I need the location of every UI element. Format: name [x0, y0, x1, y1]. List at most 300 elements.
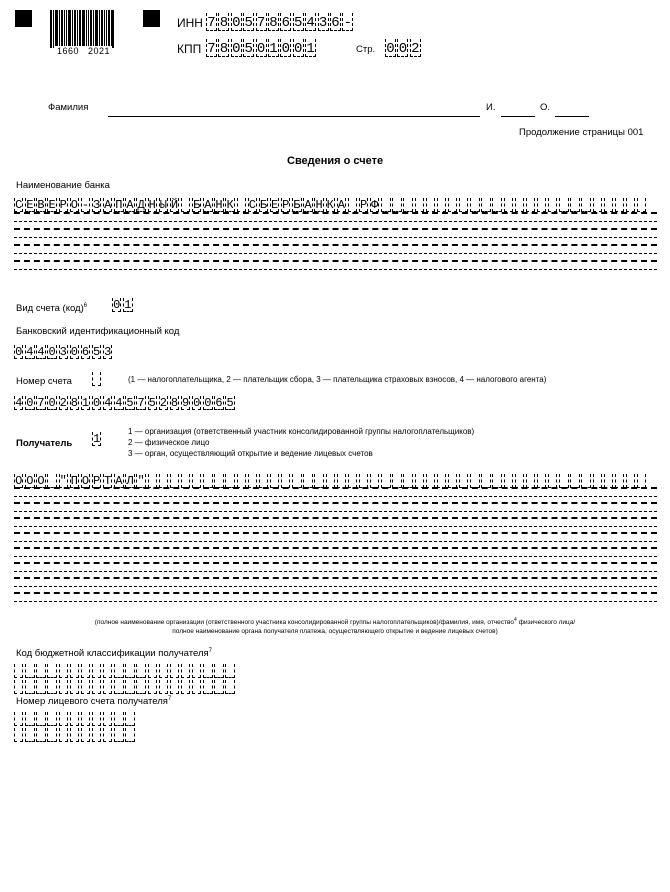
char-cell: [159, 664, 168, 678]
char-cell: 4: [15, 396, 23, 410]
char-cell: Ы: [159, 198, 167, 212]
char-cell: 0: [204, 396, 212, 410]
char-cell: [570, 474, 579, 488]
caption-footnote: 4: [514, 617, 517, 623]
char-cell: [403, 198, 412, 212]
char-cell: [337, 474, 346, 488]
blank-row: [14, 487, 657, 497]
kbk-label-text: Код бюджетной классификации получателя: [16, 648, 209, 660]
char-cell: [203, 664, 212, 678]
char-cell: [492, 474, 501, 488]
inn-label: ИНН: [177, 16, 203, 30]
char-cell: [581, 474, 590, 488]
char-cell: [25, 664, 34, 678]
char-cell: [14, 680, 23, 694]
inn-field[interactable]: [206, 13, 355, 31]
blank-row: [14, 592, 657, 602]
char-cell: [159, 474, 168, 488]
char-cell: [426, 474, 435, 488]
char-cell: [203, 680, 212, 694]
char-cell: [203, 474, 212, 488]
char-cell: Б: [293, 198, 301, 212]
char-cell: С: [15, 198, 23, 212]
caption-part-2: физического лица/: [516, 619, 576, 627]
char-cell: 0: [26, 396, 34, 410]
char-cell: 0: [256, 41, 266, 57]
char-cell: [181, 664, 190, 678]
recipient-options: [128, 426, 474, 459]
char-cell: [192, 474, 201, 488]
char-cell: 6: [81, 345, 90, 359]
account-type-label: [16, 303, 87, 314]
char-cell: 5: [148, 396, 156, 410]
char-cell: К: [326, 198, 334, 212]
blank-row: [14, 212, 657, 222]
char-cell: [81, 664, 90, 678]
char-cell: А: [104, 198, 112, 212]
initial-o-line[interactable]: [555, 104, 589, 117]
char-cell: Е: [26, 198, 34, 212]
char-cell: 5: [92, 345, 101, 359]
char-cell: 0: [398, 41, 408, 57]
char-cell: [81, 712, 90, 726]
cell-row: [14, 474, 648, 488]
char-cell: Р: [359, 198, 368, 212]
surname-label: Фамилия: [48, 102, 89, 113]
char-cell: 5: [244, 15, 253, 31]
char-cell: [92, 680, 101, 694]
char-cell: Й: [170, 198, 179, 212]
char-cell: [148, 474, 157, 488]
char-cell: [392, 474, 401, 488]
char-cell: 5: [126, 396, 134, 410]
char-cell: [25, 712, 34, 726]
char-cell: [470, 198, 479, 212]
char-cell: [92, 728, 101, 742]
personal-account-label: [16, 696, 171, 707]
char-cell: [25, 680, 34, 694]
bik-label: Банковский идентификационный код: [16, 326, 180, 337]
surname-line[interactable]: [108, 104, 480, 117]
personal-account-field[interactable]: [14, 712, 136, 742]
char-cell: 6: [281, 15, 291, 31]
cell-row: [14, 345, 114, 359]
account-type-footnote: 6: [83, 303, 88, 309]
char-cell: [14, 712, 23, 726]
char-cell: [504, 198, 513, 212]
char-cell: [225, 664, 234, 678]
char-cell: Р: [92, 474, 101, 488]
char-cell: 8: [219, 15, 229, 31]
char-cell: [615, 474, 624, 488]
blank-row: [14, 517, 657, 527]
account-number-field[interactable]: [14, 396, 237, 410]
char-cell: Е: [270, 198, 279, 212]
char-cell: 1: [124, 298, 132, 312]
char-cell: 4: [115, 396, 123, 410]
char-cell: А: [337, 198, 345, 212]
char-cell: 5: [226, 396, 234, 410]
char-cell: [314, 474, 323, 488]
char-cell: [481, 198, 490, 212]
char-cell: 4: [37, 345, 45, 359]
char-cell: [47, 728, 56, 742]
char-cell: ": [137, 474, 145, 488]
recipient-caption-line-1: [40, 616, 630, 627]
char-cell: [92, 372, 101, 386]
char-cell: [481, 474, 490, 488]
char-cell: [381, 198, 390, 212]
char-cell: П: [70, 474, 78, 488]
char-cell: А: [304, 198, 312, 212]
char-cell: [437, 474, 446, 488]
char-cell: [448, 198, 457, 212]
bank-name-field[interactable]: [14, 198, 648, 212]
char-cell: 0: [15, 345, 23, 359]
char-cell: [59, 664, 68, 678]
cell-row: [14, 198, 648, 212]
char-cell: Р: [282, 198, 290, 212]
char-cell: 0: [48, 396, 56, 410]
initial-o-label: О.: [540, 102, 551, 113]
char-cell: [626, 474, 635, 488]
char-cell: [103, 728, 112, 742]
char-cell: [92, 664, 101, 678]
char-cell: А: [115, 474, 123, 488]
char-cell: 4: [26, 345, 34, 359]
personal-account-footnote: 7: [167, 696, 172, 702]
char-cell: [125, 712, 134, 726]
char-cell: [303, 474, 312, 488]
char-cell: 7: [137, 396, 145, 410]
char-cell: 3: [59, 345, 67, 359]
char-cell: 4: [104, 396, 112, 410]
char-cell: 1: [269, 41, 278, 57]
char-cell: 6: [215, 396, 223, 410]
char-cell: [214, 664, 223, 678]
char-cell: Н: [148, 198, 156, 212]
registration-marker-right: [143, 10, 160, 27]
char-cell: [114, 728, 123, 742]
char-cell: [225, 680, 234, 694]
char-cell: [36, 680, 45, 694]
barcode-numbers: 1660 2021: [57, 46, 111, 56]
char-cell: [237, 474, 246, 488]
char-cell: Б: [193, 198, 201, 212]
char-cell: [81, 728, 90, 742]
initial-i-label: И.: [486, 102, 496, 113]
bank-name-label: Наименование банка: [16, 180, 110, 191]
char-cell: [181, 474, 190, 488]
blank-row: [14, 228, 657, 238]
initial-i-line[interactable]: [501, 104, 535, 117]
char-cell: 5: [244, 41, 253, 57]
char-cell: [59, 728, 68, 742]
char-cell: [125, 680, 134, 694]
blank-row: [14, 577, 657, 587]
char-cell: 8: [170, 396, 179, 410]
personal-account-label-text: Номер лицевого счета получателя: [16, 696, 168, 708]
blank-row: [14, 502, 657, 512]
registration-marker-left: [15, 10, 32, 27]
char-cell: [70, 664, 79, 678]
char-cell: [125, 664, 134, 678]
char-cell: 2: [59, 396, 67, 410]
char-cell: [637, 474, 646, 488]
cell-row: [92, 372, 103, 386]
char-cell: [415, 198, 424, 212]
cell-row: [385, 39, 422, 57]
char-cell: А: [204, 198, 212, 212]
char-cell: 1: [81, 396, 90, 410]
char-cell: [570, 198, 579, 212]
char-cell: Н: [215, 198, 223, 212]
char-cell: [159, 680, 168, 694]
char-cell: [526, 474, 535, 488]
char-cell: -: [343, 15, 352, 31]
continuation-note: Продолжение страницы 001: [519, 127, 644, 138]
char-cell: О: [15, 474, 23, 488]
char-cell: [459, 474, 468, 488]
barcode: [50, 10, 118, 48]
char-cell: [270, 474, 279, 488]
char-cell: 1: [306, 41, 315, 57]
recipient-name-field[interactable]: [14, 474, 648, 488]
recipient-option-2: 2 — физическое лицо: [128, 438, 210, 447]
blank-row: [14, 532, 657, 542]
char-cell: 0: [232, 15, 241, 31]
char-cell: [526, 198, 535, 212]
char-cell: К: [226, 198, 234, 212]
char-cell: 0: [232, 41, 241, 57]
char-cell: [47, 474, 56, 488]
char-cell: [259, 474, 268, 488]
char-cell: [604, 198, 613, 212]
recipient-label: Получатель: [16, 438, 73, 449]
char-cell: 0: [70, 345, 78, 359]
char-cell: Ф: [371, 198, 379, 212]
char-cell: [136, 664, 145, 678]
char-cell: [615, 198, 624, 212]
char-cell: 0: [281, 41, 291, 57]
kbk-footnote: 7: [208, 648, 212, 654]
char-cell: [103, 680, 112, 694]
section-title: Сведения о счете: [287, 155, 384, 167]
bank-name-extra-rows[interactable]: [14, 212, 657, 270]
char-cell: [36, 712, 45, 726]
char-cell: [114, 712, 123, 726]
char-cell: [593, 198, 602, 212]
char-cell: 6: [331, 15, 340, 31]
char-cell: [292, 474, 301, 488]
char-cell: [136, 680, 145, 694]
char-cell: [448, 474, 457, 488]
kbk-label: [16, 648, 212, 659]
char-cell: 5: [294, 15, 303, 31]
char-cell: 3: [318, 15, 328, 31]
char-cell: Л: [126, 474, 134, 488]
char-cell: [70, 728, 79, 742]
char-cell: 0: [92, 396, 101, 410]
char-cell: А: [126, 198, 134, 212]
account-number-type-field[interactable]: [92, 372, 103, 386]
char-cell: 7: [256, 15, 266, 31]
page-label: Стр.: [356, 44, 376, 55]
char-cell: [170, 664, 179, 678]
char-cell: 0: [386, 41, 395, 57]
char-cell: 7: [37, 396, 45, 410]
char-cell: [59, 712, 68, 726]
bik-field[interactable]: [14, 345, 114, 359]
char-cell: [170, 680, 179, 694]
char-cell: [637, 198, 646, 212]
char-cell: [437, 198, 446, 212]
char-cell: [36, 728, 45, 742]
char-cell: [36, 664, 45, 678]
char-cell: [237, 198, 246, 212]
caption-part-1: (полное наименование организации (ответственного участника консолидированной группы налогоплательщиков)/фамилия, имя, отчество: [94, 619, 515, 627]
char-cell: [359, 474, 368, 488]
char-cell: Т: [104, 474, 112, 488]
cell-row: [206, 39, 318, 57]
account-type-label-text: Вид счета (код): [16, 303, 84, 315]
char-cell: [381, 474, 390, 488]
char-cell: [537, 198, 546, 212]
char-cell: [326, 474, 335, 488]
char-cell: 3: [104, 345, 112, 359]
char-cell: Е: [48, 198, 56, 212]
char-cell: -: [81, 198, 90, 212]
char-cell: П: [115, 198, 123, 212]
char-cell: [192, 664, 201, 678]
char-cell: [559, 198, 568, 212]
char-cell: Н: [315, 198, 323, 212]
char-cell: [148, 664, 157, 678]
char-cell: [214, 680, 223, 694]
cell-row: [14, 680, 237, 694]
char-cell: [281, 474, 290, 488]
char-cell: [248, 474, 257, 488]
char-cell: [548, 474, 557, 488]
char-cell: 4: [306, 15, 315, 31]
char-cell: [492, 198, 501, 212]
char-cell: [470, 474, 479, 488]
blank-row: [14, 562, 657, 572]
blank-row: [14, 547, 657, 557]
char-cell: Р: [59, 198, 67, 212]
recipient-type-field[interactable]: [92, 432, 103, 446]
char-cell: [426, 198, 435, 212]
char-cell: [214, 474, 223, 488]
char-cell: С: [248, 198, 256, 212]
account-type-field[interactable]: [112, 298, 134, 312]
blank-row: [14, 244, 657, 254]
char-cell: Б: [259, 198, 268, 212]
char-cell: 8: [70, 396, 78, 410]
recipient-name-caption: [40, 616, 630, 636]
char-cell: [114, 680, 123, 694]
char-cell: [626, 198, 635, 212]
cell-row: [14, 728, 136, 742]
char-cell: [593, 474, 602, 488]
char-cell: 9: [181, 396, 190, 410]
char-cell: 7: [207, 15, 216, 31]
char-cell: 0: [113, 298, 121, 312]
char-cell: [504, 474, 513, 488]
char-cell: [70, 680, 79, 694]
char-cell: [459, 198, 468, 212]
char-cell: [537, 474, 546, 488]
char-cell: [148, 680, 157, 694]
char-cell: [403, 474, 412, 488]
char-cell: [581, 198, 590, 212]
char-cell: 7: [207, 41, 216, 57]
char-cell: [14, 728, 23, 742]
char-cell: [604, 474, 613, 488]
char-cell: [415, 474, 424, 488]
char-cell: 0: [193, 396, 201, 410]
char-cell: Д: [137, 198, 145, 212]
recipient-caption-line-2: полное наименование органа получателя платежа, осуществляющего открытие и ведение лицевых счетов): [172, 628, 498, 636]
char-cell: [181, 680, 190, 694]
char-cell: [114, 664, 123, 678]
cell-row: [206, 13, 355, 31]
char-cell: [47, 712, 56, 726]
char-cell: [559, 474, 568, 488]
kpp-field[interactable]: [206, 39, 318, 57]
char-cell: [225, 474, 234, 488]
char-cell: [370, 474, 379, 488]
recipient-option-3: 3 — орган, осуществляющий открытие и ведение лицевых счетов: [128, 449, 373, 458]
kbk-field[interactable]: [14, 664, 237, 694]
char-cell: О: [37, 474, 45, 488]
char-cell: О: [70, 198, 78, 212]
char-cell: [81, 680, 90, 694]
page-number-field[interactable]: [385, 39, 422, 57]
char-cell: 8: [219, 41, 229, 57]
cell-row: [14, 664, 237, 678]
char-cell: [103, 712, 112, 726]
char-cell: 2: [159, 396, 167, 410]
recipient-option-1: 1 — организация (ответственный участник консолидированной группы налогоплательщиков): [128, 427, 475, 436]
char-cell: [170, 474, 179, 488]
recipient-name-extra-rows[interactable]: [14, 487, 657, 602]
char-cell: [25, 728, 34, 742]
char-cell: [125, 728, 134, 742]
char-cell: [14, 664, 23, 678]
char-cell: [515, 198, 524, 212]
char-cell: З: [92, 198, 101, 212]
char-cell: 2: [411, 41, 420, 57]
char-cell: [92, 712, 101, 726]
cell-row: [14, 712, 136, 726]
char-cell: [348, 198, 357, 212]
char-cell: О: [81, 474, 90, 488]
cell-row: [112, 298, 134, 312]
char-cell: 8: [269, 15, 278, 31]
char-cell: [47, 664, 56, 678]
char-cell: [181, 198, 190, 212]
cell-row: [92, 432, 103, 446]
char-cell: [59, 680, 68, 694]
blank-row: [14, 260, 657, 270]
kpp-label: КПП: [177, 42, 202, 56]
char-cell: [192, 680, 201, 694]
char-cell: [70, 712, 79, 726]
char-cell: 0: [294, 41, 303, 57]
char-cell: В: [37, 198, 45, 212]
char-cell: [348, 474, 357, 488]
